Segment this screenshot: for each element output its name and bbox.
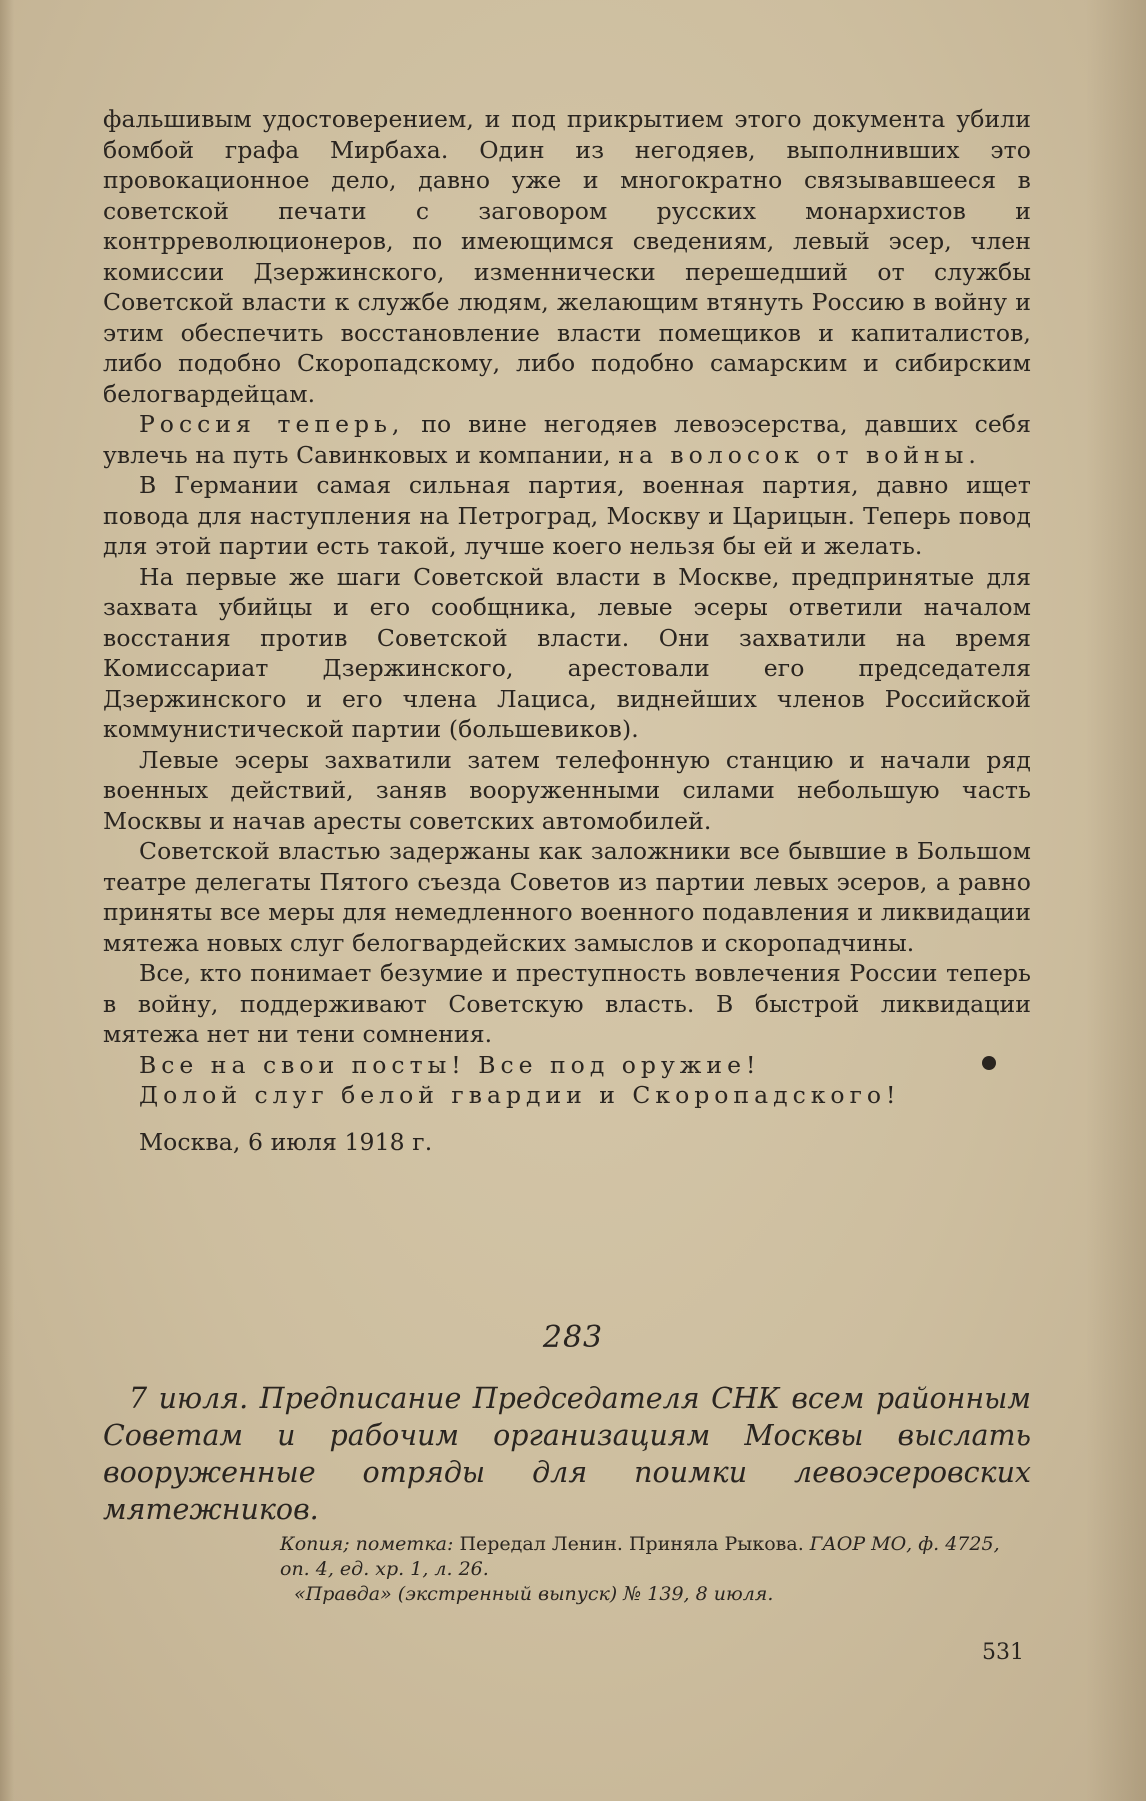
document-heading: 7 июля. Предписание Председателя СНК всем районным Советам и рабочим организациям Москвы выслать вооруженные отряды для поимки левоэсеровских мятежников.	[103, 1382, 1031, 1526]
spaced-lead: Россия теперь,	[139, 410, 405, 438]
spaced-tail: на волосок от войны.	[618, 440, 981, 469]
ink-blot	[982, 1056, 996, 1070]
paragraph-6: Советской властью задержаны как заложники все бывшие в Большом театре делегаты Пятого съезда Советов из партии левых эсеров, а равно приняты все меры для немедленного военного подавления и ликвидации мятежа новых слуг белогвардейских замыслов и скоропадчины.	[103, 837, 1031, 957]
source-copy-label: Копия; пометка:	[280, 1533, 454, 1555]
paragraph-2	[103, 409, 1031, 470]
paragraph-5: Левые эсеры захватили затем телефонную станцию и начали ряд военных действий, заняв вооруженными силами небольшую часть Москвы и начав аресты советских автомобилей.	[103, 745, 1031, 835]
date-place: Москва, 6 июля 1918 г.	[139, 1127, 433, 1156]
source-line-1	[280, 1532, 1020, 1582]
paragraph-4: На первые же шаги Советской власти в Москве, предпринятые для захвата убийцы и его сообщника, левые эсеры ответили началом восстания против Советской власти. Они захватили на время Комиссариат Дзержинского, арестовали его председателя Дзержинского и его члена Лациса, виднейших членов Российской коммунистической партии (большевиков).	[103, 562, 1031, 743]
document-number: 283	[542, 1320, 604, 1355]
source-notes	[280, 1532, 1020, 1607]
paragraph-7: Все, кто понимает безумие и преступность вовлечения России теперь в войну, поддерживают Советскую власть. В быстрой ликвидации мятежа нет ни тени сомнения.	[103, 959, 1031, 1048]
paragraph-2-middle: по вине негодяев левоэсерства, давших себя увлечь на путь Савинковых и компании,	[103, 410, 1032, 469]
slogan-1: Все на свои посты! Все под оружие!	[139, 1050, 761, 1079]
source-remark: Передал Ленин. Приняла Рыкова.	[453, 1533, 810, 1555]
paragraph-1: фальшивым удостоверением, и под прикрытием этого документа убили бомбой графа Мирбаха. Один из негодяев, выполнивших это провокационное дело, давно уже и многократно связывавшееся в советской печати с заговором русских монархистов и контрреволюционеров, по имеющимся сведениям, левый эсер, член комиссии Дзержинского, изменнически перешедший от службы Советской власти к службе людям, желающим втянуть Россию в войну и этим обеспечить восстановление власти помещиков и капиталистов, либо подобно Скоропадскому, либо подобно самарским и сибирским белогвардейцам.	[103, 105, 1031, 408]
source-line-2: «Правда» (экстренный выпуск) № 139, 8 июля.	[294, 1583, 774, 1605]
paragraph-3: В Германии самая сильная партия, военная партия, давно ищет повода для наступления на Петроград, Москву и Царицын. Теперь повод для этой партии есть такой, лучше коего нельзя бы ей и желать.	[103, 471, 1031, 560]
page-number: 531	[982, 1640, 1024, 1665]
slogan-2: Долой слуг белой гвардии и Скоропадского!	[139, 1081, 901, 1109]
source-archive: ГАОР МО, ф. 4725, оп. 4, ед. хр. 1, л. 26.	[280, 1533, 1000, 1580]
main-text	[103, 104, 1031, 1157]
